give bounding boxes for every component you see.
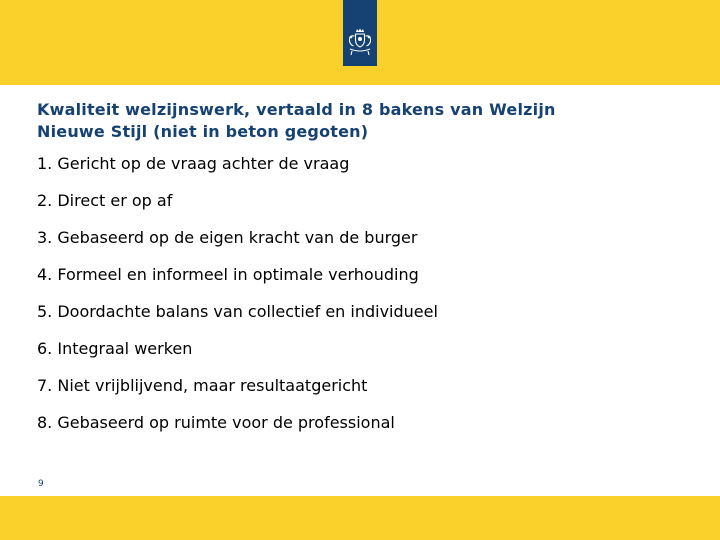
list-item: 4. Formeel en informeel in optimale verhouding	[37, 265, 419, 284]
slide-title	[37, 99, 677, 143]
list-item: 3. Gebaseerd op de eigen kracht van de burger	[37, 228, 418, 247]
list-item: 8. Gebaseerd op ruimte voor de professional	[37, 413, 395, 432]
footer-band	[0, 496, 720, 540]
coat-of-arms-icon	[346, 28, 374, 58]
slide-title-line-1: Kwaliteit welzijnswerk, vertaald in 8 bakens van Welzijn	[37, 100, 556, 119]
slide-title-line-2: Nieuwe Stijl (niet in beton gegoten)	[37, 122, 369, 141]
list-item: 2. Direct er op af	[37, 191, 173, 210]
list-item: 1. Gericht op de vraag achter de vraag	[37, 154, 350, 173]
logo	[343, 0, 377, 66]
list-item: 5. Doordachte balans van collectief en individueel	[37, 302, 438, 321]
list-item: 6. Integraal werken	[37, 339, 193, 358]
list-item: 7. Niet vrijblijvend, maar resultaatgericht	[37, 376, 368, 395]
page-number: 9	[38, 479, 44, 489]
bakens-list	[37, 153, 438, 449]
